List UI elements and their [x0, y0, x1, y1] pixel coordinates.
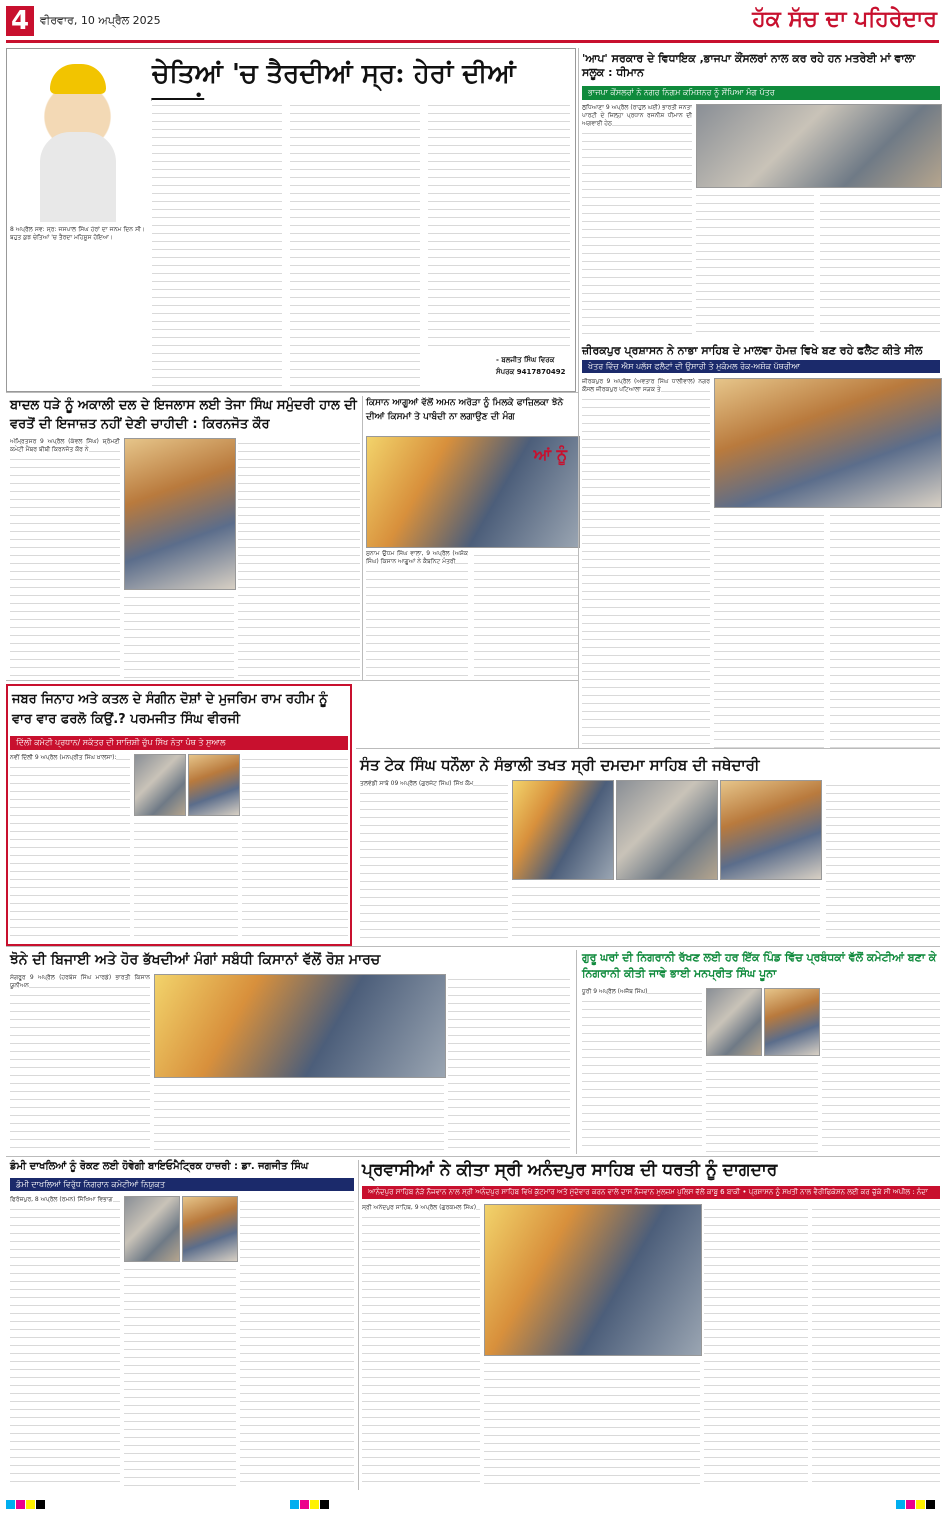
- article-9-photo-2: [764, 988, 820, 1056]
- article-4-lead-text: ਅੰਮ੍ਰਿਤਸਰ 9 ਅਪ੍ਰੈਲ (ਕੰਵਲ ਸਿੰਘ) ਸ਼੍ਰੋਮਣੀ ਕਮੇਟੀ ਮੈਂਬਰ ਬੀਬੀ ਕਿਰਨਜੋਤ ਕੌਰ ਨੇ: [10, 438, 120, 453]
- article-8-headline: ਝੋਨੇ ਦੀ ਬਿਜਾਈ ਅਤੇ ਹੋਰ ਭੱਖਦੀਆਂ ਮੰਗਾਂ ਸਬੰਧੀ ਕਿਸਾਨਾਂ ਵੱਲੋਂ ਰੋਸ਼ ਮਾਰਚ: [10, 952, 381, 968]
- article-3-col-3: [830, 510, 940, 750]
- article-3-lead-text: ਜ਼ੀਰਕਪੁਰ 9 ਅਪ੍ਰੈਲ (ਅਵਤਾਰ ਸਿੰਘ ਧਾਲੀਵਾਲ) ਨਗਰ ਕੌਂਸਲ ਜ਼ੀਰਕਪੁਰ ਪਟਿਆਲਾ ਸੜਕ ਤੇ: [582, 378, 710, 393]
- article-6-col-3: [134, 818, 238, 940]
- article-4-photo: [124, 438, 236, 590]
- article-2-lead: [582, 104, 692, 336]
- article-5-lead: [366, 550, 468, 678]
- article-10-col-2: [240, 1196, 354, 1486]
- article-3-subhead: ਖੇਤਰ ਵਿੱਚ ਐਸ ਪਲੱਸ ਫਲੈਟਾਂ ਦੀ ਉਸਾਰੀ ਤੇ ਮੁਕੰਮਲ ਰੋਕ-ਅਸ਼ੋਕ ਪੱਥਰੀਆ: [582, 360, 940, 373]
- divider: [6, 392, 578, 393]
- article-5-lead-text: ਸੁਨਾਮ ਉਧਮ ਸਿੰਘ ਵਾਲਾ, 9 ਅਪ੍ਰੈਲ (ਅਸ਼ੋਕ ਸਿੰਘ) ਕਿਸਾਨ ਆਗੂਆਂ ਨੇ ਕੈਬਨਿਟ ਮੰਤਰੀ: [366, 550, 468, 565]
- article-7-photo-3: [720, 780, 822, 880]
- article-10-headline: ਡੰਮੀ ਦਾਖਲਿਆਂ ਨੂੰ ਰੋਕਣ ਲਈ ਹੋਵੇਗੀ ਬਾਇਓਮੈਟ੍ਰਿਕ ਹਾਜ਼ਰੀ : ਡਾ. ਜਗਜੀਤ ਸਿੰਘ: [10, 1161, 309, 1172]
- article-2-col-3: [820, 190, 940, 336]
- article-9-lead: [582, 988, 702, 1152]
- article-1-col-2: [290, 100, 420, 386]
- article-4-lead: [10, 438, 120, 678]
- divider: [356, 748, 940, 749]
- divider: [362, 396, 363, 680]
- article-7-col-2: [826, 780, 940, 942]
- article-11-headline: ਪ੍ਰਵਾਸੀਆਂ ਨੇ ਕੀਤਾ ਸ੍ਰੀ ਅਨੰਦਪੁਰ ਸਾਹਿਬ ਦੀ ਧਰਤੀ ਨੂੰ ਦਾਗਦਾਰ: [362, 1160, 778, 1180]
- article-8-col-2: [448, 974, 570, 1152]
- article-3-col-2: [714, 510, 824, 750]
- article-6-subhead: ਦਿੱਲੀ ਕਮੇਟੀ ਪ੍ਰਧਾਨ/ ਸਕੱਤਰ ਦੀ ਸਾਜ਼ਿਸ਼ੀ ਚੁੱਪ ਸਿੱਖ ਨੇਤਾ ਪੰਥ ਤੇ ਸੁਆਲ: [10, 736, 348, 750]
- article-8-lead-text: ਸੰਗਰੂਰ 9 ਅਪ੍ਰੈਲ (ਹਰਬੰਸ ਸਿੰਘ ਮਾਰਡੇ) ਭਾਰਤੀ ਕਿਸਾਨ ਯੂਨੀਅਨ: [10, 974, 150, 989]
- article-10-col-3: [124, 1264, 236, 1486]
- article-11-lead-text: ਸ੍ਰੀ ਅਨੰਦਪੁਰ ਸਾਹਿਬ, 9 ਅਪ੍ਰੈਲ (ਗੁਰਕਮਲ ਸਿੰਘ): [362, 1204, 477, 1211]
- article-9-headline: ਗੁਰੂ ਘਰਾਂ ਦੀ ਨਿਗਰਾਨੀ ਰੱਖਣ ਲਈ ਹਰ ਇੱਕ ਪਿੰਡ ਵਿੱਚ ਪ੍ਰਬੰਧਕਾਂ ਵੱਲੋਂ ਕਮੇਟੀਆਂ ਬਣਾ ਕੇ ਨਿਗਰਾਨੀ ਕੀਤੀ ਜਾਵੇ ਭਾਈ ਮਨਪ੍ਰੀਤ ਸਿੰਘ ਪੂਨਾ: [582, 951, 937, 980]
- article-11-lead: [362, 1204, 480, 1486]
- article-8-col-3: [154, 1080, 444, 1152]
- article-10-photo-2: [182, 1196, 238, 1262]
- registration-marks-left: [6, 1494, 46, 1513]
- page-number: 4: [6, 6, 34, 36]
- article-8-photo: [154, 974, 446, 1078]
- article-11-photo: [484, 1204, 702, 1356]
- article-5-headline: ਕਿਸਾਨ ਆਗੂਆਂ ਵੱਲੋਂ ਅਮਨ ਅਰੋੜਾ ਨੂੰ ਮਿਲਕੇ ਫਾਜ਼ਿਲਕਾ ਝੋਨੇ ਦੀਆਂ ਕਿਸਮਾਂ ਤੇ ਪਾਬੰਦੀ ਨਾ ਲਗਾਉਣ ਦੀ ਮੰਗ: [366, 398, 564, 422]
- article-10-subhead: ਡੰਮੀ ਦਾਖਲਿਆਂ ਵਿਰੁੱਧ ਨਿਗਰਾਨ ਕਮੇਟੀਆਂ ਨਿਯੁਕਤ: [10, 1178, 354, 1191]
- article-10-lead: [10, 1196, 120, 1486]
- article-2-headline: 'ਆਪ' ਸਰਕਾਰ ਦੇ ਵਿਧਾਇਕ ,ਭਾਜਪਾ ਕੌਂਸਲਰਾਂ ਨਾਲ ਕਰ ਰਹੇ ਹਨ ਮਤਰੇਈ ਮਾਂ ਵਾਲਾ ਸਲੂਕ : ਧੀਮਾਨ: [582, 52, 916, 79]
- article-2-col-2: [696, 190, 814, 336]
- article-3-headline: ਜ਼ੀਰਕਪੁਰ ਪ੍ਰਸ਼ਾਸਨ ਨੇ ਨਾਭਾ ਸਾਹਿਬ ਦੇ ਮਾਲਵਾ ਹੋਮਜ਼ ਵਿਖੇ ਬਣ ਰਹੇ ਫਲੈਟ ਕੀਤੇ ਸੀਲ: [582, 344, 923, 357]
- article-11-col-3: [812, 1204, 940, 1486]
- article-10-lead-text: ਫਿਰੋਜ਼ਪੁਰ, 8 ਅਪ੍ਰੈਲ (ਰਮਨ) ਸਿੱਖਿਆ ਵਿਭਾਗ: [10, 1196, 113, 1203]
- article-1-col-3: [428, 100, 570, 350]
- article-1-col-1: [152, 100, 282, 386]
- article-2-subhead: ਭਾਜਪਾ ਕੌਂਸਲਰਾਂ ਨੇ ਨਗਰ ਨਿਗਮ ਕਮਿਸ਼ਨਰ ਨੂੰ ਸੌਂਪਿਆ ਮੰਗ ਪੱਤਰ: [582, 86, 940, 100]
- article-9-lead-text: ਧੂਰੀ 9 ਅਪ੍ਰੈਲ (ਅਜੈਬ ਸਿੰਘ): [582, 988, 648, 995]
- article-3-lead: [582, 378, 710, 750]
- article-11-col-2: [704, 1204, 808, 1486]
- divider: [6, 946, 940, 947]
- article-4-col-3: [124, 592, 234, 678]
- masthead: ਹੱਕ ਸੱਚ ਦਾ ਪਹਿਰੇਦਾਰ: [752, 6, 937, 32]
- divider: [358, 1160, 359, 1490]
- article-1-contact: ਸੰਪਰਕ 9417870492: [496, 368, 566, 376]
- article-9-col-2: [822, 988, 940, 1152]
- article-7-lead-text: ਤਲਵੰਡੀ ਸਾਬੋ 09 ਅਪ੍ਰੈਲ (ਗੁਰਜੰਟ ਸਿੰਘ) ਸਿੱਖ ਕੌਮ: [360, 780, 474, 787]
- article-3-photo: [714, 378, 942, 508]
- header-rule: [6, 40, 939, 43]
- article-4-col-2: [238, 438, 360, 678]
- article-7-photo-2: [616, 780, 718, 880]
- article-1-byline: - ਬਲਜੀਤ ਸਿੰਘ ਵਿਰਕ: [496, 356, 555, 364]
- divider: [6, 1156, 940, 1157]
- article-7-headline: ਸੰਤ ਟੇਕ ਸਿੰਘ ਧਨੌਲਾ ਨੇ ਸੰਭਾਲੀ ਤਖਤ ਸ੍ਰੀ ਦਮਦਮਾ ਸਾਹਿਬ ਦੀ ਜਥੇਦਾਰੀ: [360, 756, 760, 774]
- registration-marks-center: [290, 1494, 330, 1513]
- registration-marks-right: [896, 1494, 936, 1513]
- article-11-subhead: ਆਨੰਦਪੁਰ ਸਾਹਿਬ ਨੇੜੇ ਨੌਜਵਾਨ ਨਾਲ ਸ੍ਰੀ ਅਨੰਦਪੁਰ ਸਾਹਿਬ ਵਿਖੇ ਕੁੱਟਮਾਰ ਅਤੇ ਮੁੱਦੇਵਾਰ ਕਰਨ ਵਾਲੇ ਦਾਸ ਨੌਜਵਾਨ ਮੁਲਜ਼ਮ ਪੁਲਿਸ ਵੱਲੋਂ ਕਾਬੂ 6 ਬਾਕੀ • ਪ੍ਰਸ਼ਾਸਨ ਨੂੰ ਸਖ਼ਤੀ ਨਾਲ ਵੈਰੀਫਿਕੇਸ਼ਨ ਲਈ ਕਰ ਚੁੱਕੇ ਸੀ ਅਪੀਲ : ਨੰਦਾ: [362, 1186, 940, 1199]
- article-7-col-3: [512, 882, 820, 942]
- article-6-photo-1: [134, 754, 186, 816]
- article-4-headline: ਬਾਦਲ ਧੜੇ ਨੂੰ ਅਕਾਲੀ ਦਲ ਦੇ ਇਜਲਾਸ ਲਈ ਤੇਜਾ ਸਿੰਘ ਸਮੁੰਦਰੀ ਹਾਲ ਦੀ ਵਰਤੋਂ ਦੀ ਇਜਾਜ਼ਤ ਨਹੀਂ ਦੇਣੀ ਚਾਹੀਦੀ : ਕਿਰਨਜੋਤ ਕੌਰ: [10, 398, 357, 432]
- article-6-lead: [10, 754, 130, 940]
- article-5-col-2: [474, 550, 578, 678]
- article-1-headline: ਚੇਤਿਆਂ 'ਚ ਤੈਰਦੀਆਂ ਸ੍ਰ: ਹੇਰਾਂ ਦੀਆਂ: [152, 59, 516, 89]
- article-10-photo-1: [124, 1196, 180, 1262]
- article-7-photo-1: [512, 780, 614, 880]
- photo-caption: ਆਂ ਨੂੰ: [533, 445, 567, 464]
- article-2-photo: [696, 104, 942, 188]
- article-9-photo-1: [706, 988, 762, 1056]
- divider: [6, 680, 578, 681]
- article-6-photo-2: [188, 754, 240, 816]
- article-8-lead: [10, 974, 150, 1152]
- article-6-lead-text: ਨਵੀਂ ਦਿੱਲੀ 9 ਅਪ੍ਰੈਲ (ਮਨਪ੍ਰੀਤ ਸਿੰਘ ਖ਼ਾਲਸਾ):: [10, 754, 117, 761]
- article-6-headline: ਜਬਰ ਜਿਨਾਹ ਅਤੇ ਕਤਲ ਦੇ ਸੰਗੀਨ ਦੋਸ਼ਾਂ ਦੇ ਮੁਜਰਿਮ ਰਾਮ ਰਹੀਮ ਨੂੰ ਵਾਰ ਵਾਰ ਫਰਲੋ ਕਿਉਂ.? ਪਰਮਜੀਤ ਸਿੰਘ ਵੀਰਜੀ: [12, 692, 328, 727]
- article-1-lead: 8 ਅਪ੍ਰੈਲ ਸਵ: ਸ੍ਰ: ਜਸਪਾਲ ਸਿੰਘ ਹੇਰਾਂ ਦਾ ਜਨਮ ਦਿਨ ਸੀ। ਬਹੁਤ ਕੁਝ ਚੇਤਿਆਂ 'ਚ ਤੈਰਦਾ ਮਹਿਸੂਸ ਹੋਇਆ।: [10, 226, 145, 241]
- article-5-photo: [366, 436, 580, 548]
- article-9-col-3: [706, 1058, 818, 1152]
- article-6-col-2: [242, 754, 348, 940]
- divider: [578, 48, 579, 748]
- article-7-lead: [360, 780, 508, 942]
- columnist-portrait: [10, 52, 145, 222]
- article-11-col-4: [484, 1358, 700, 1486]
- page-date: ਵੀਰਵਾਰ, 10 ਅਪ੍ਰੈਲ 2025: [40, 14, 161, 27]
- article-2-lead-text: ਲੁਧਿਆਣਾ 9 ਅਪ੍ਰੈਲ (ਰਾਹੁਲ ਘਈ) ਭਾਰਤੀ ਜਨਤਾ ਪਾਰਟੀ ਦੇ ਜ਼ਿਲ੍ਹਾ ਪ੍ਰਧਾਨ ਰਜਨੀਸ਼ ਧੀਮਾਨ ਦੀ ਅਗਵਾਈ ਹੇਠ: [582, 104, 692, 127]
- divider: [576, 950, 577, 1154]
